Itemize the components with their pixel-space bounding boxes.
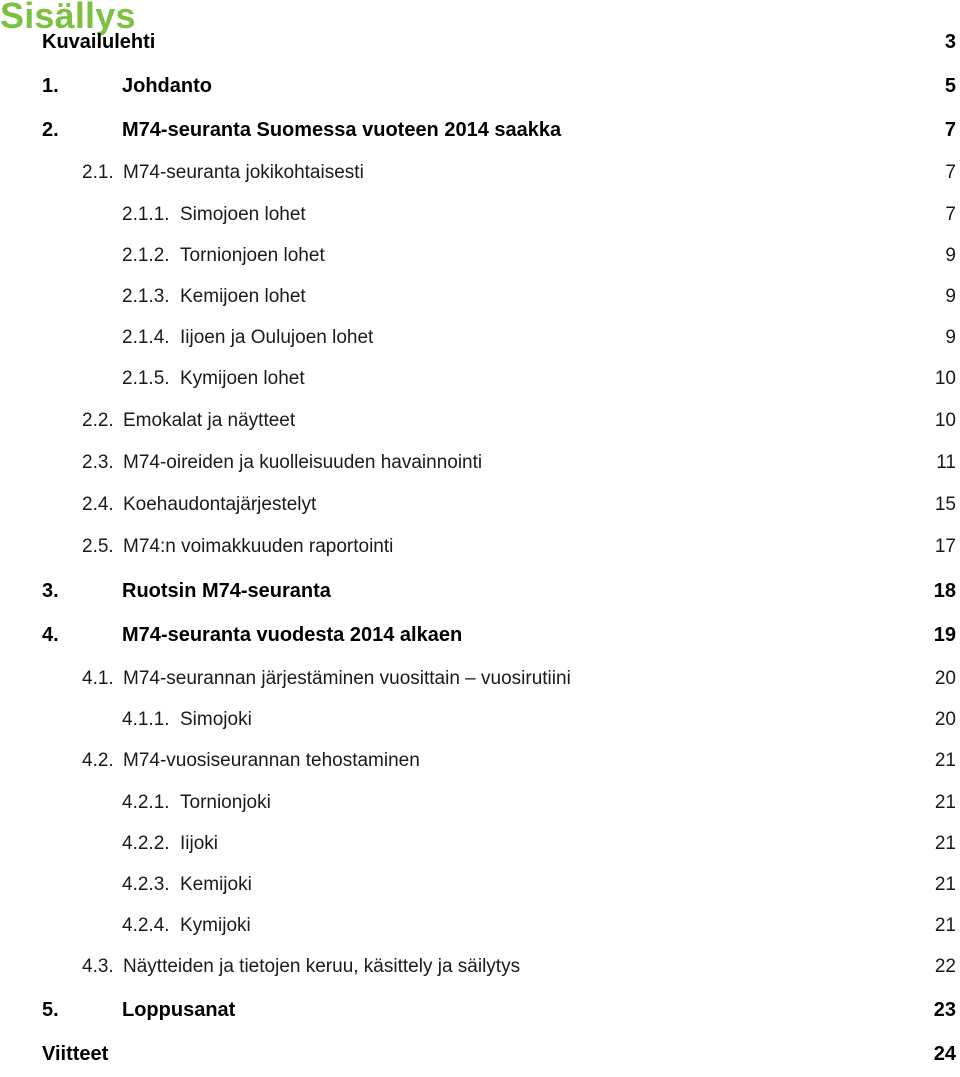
toc-entry[interactable] [0,912,960,940]
toc-entry-page-number: 9 [945,286,956,307]
toc-entry-title: Simojoki [180,709,252,730]
toc-entry-page-number: 21 [934,792,956,813]
toc-entry-title: M74-oireiden ja kuolleisuuden havainnointi [123,452,483,473]
toc-entry-title: Loppusanat [122,999,236,1021]
toc-entry[interactable] [0,1040,960,1068]
toc-entry-number: 2.1.5. [122,368,170,389]
toc-entry[interactable] [0,996,960,1024]
toc-entry-title: Iijoen ja Oulujoen lohet [180,327,374,348]
toc-entry-number: 4.2.2. [122,833,170,854]
toc-entry-number: 2.1.1. [122,204,170,225]
toc-entry[interactable] [0,72,960,100]
toc-entry-title: Tornionjoen lohet [180,245,325,266]
toc-entry[interactable] [0,621,960,649]
toc-entry-title: M74:n voimakkuuden raportointi [123,536,394,557]
toc-entry-page-number: 24 [933,1043,956,1065]
toc-entry-number: 2.1.3. [122,286,170,307]
toc-entry-title: M74-seuranta jokikohtaisesti [123,162,364,183]
toc-entry-number: 5. [42,999,59,1021]
toc-entry[interactable] [0,365,960,393]
toc-entry[interactable] [0,789,960,817]
toc-entry-page-number: 20 [934,668,956,689]
toc-entry[interactable] [0,491,960,519]
toc-entry-number: 2.5. [82,536,114,557]
toc-entry-page-number: 22 [934,956,956,977]
toc-entry[interactable] [0,159,960,187]
toc-entry-page-number: 19 [933,624,956,646]
toc-entry-title: M74-vuosiseurannan tehostaminen [123,750,420,771]
toc-entry-page-number: 11 [936,452,956,473]
toc-entry-title: M74-seurannan järjestäminen vuosittain – vuosirutiini [123,668,571,689]
toc-entry-page-number: 7 [944,119,956,141]
toc-entry[interactable] [0,116,960,144]
toc-entry-number: 2.3. [82,452,114,473]
toc-entry-number: 2.1. [82,162,114,183]
toc-entry-page-number: 17 [934,536,956,557]
toc-entry-title: M74-seuranta Suomessa vuoteen 2014 saakka [122,119,562,141]
toc-entry-title: Koehaudontajärjestelyt [123,494,317,515]
toc-entry-page-number: 21 [934,874,956,895]
toc-entry-title: Simojoen lohet [180,204,306,225]
toc-entry[interactable] [0,201,960,229]
toc-entry-title: Tornionjoki [180,792,271,813]
toc-entry-number: 2.1.4. [122,327,170,348]
toc-entry[interactable] [0,28,960,56]
toc-entry-number: 4.2.4. [122,915,170,936]
toc-entry-number: 1. [42,75,59,97]
toc-entry-page-number: 21 [934,750,956,771]
toc-entry-page-number: 10 [934,368,956,389]
toc-entry-number: 2. [42,119,59,141]
toc-entry[interactable] [0,830,960,858]
toc-entry[interactable] [0,706,960,734]
toc-entry-page-number: 9 [945,245,956,266]
toc-entry-title: Viitteet [42,1043,109,1065]
toc-entry-title: Kymijoki [180,915,251,936]
toc-entry-page-number: 3 [944,31,956,53]
toc-entry[interactable] [0,242,960,270]
toc-entry-number: 4.1. [82,668,114,689]
toc-entry-number: 4.2. [82,750,114,771]
toc-entry-page-number: 23 [933,999,956,1021]
toc-entry-page-number: 10 [934,410,956,431]
toc-entry-page-number: 9 [945,327,956,348]
toc-entry-page-number: 7 [945,204,956,225]
toc-entry-number: 3. [42,580,59,602]
toc-entry[interactable] [0,747,960,775]
toc-entry[interactable] [0,283,960,311]
toc-entry[interactable] [0,665,960,693]
toc-entry-number: 2.1.2. [122,245,170,266]
toc-entry[interactable] [0,449,960,477]
toc-entry-number: 4.3. [82,956,114,977]
toc-entry-title: Johdanto [122,75,212,97]
toc-entry[interactable] [0,533,960,561]
toc-entry-number: 4.2.3. [122,874,170,895]
toc-entry-number: 2.4. [82,494,114,515]
toc-entry-title: Iijoki [180,833,219,854]
toc-entry[interactable] [0,577,960,605]
toc-entry-page-number: 21 [934,915,956,936]
toc-entry-number: 2.2. [82,410,114,431]
toc-entry-page-number: 7 [945,162,956,183]
toc-entry-page-number: 18 [933,580,956,602]
toc-entry-title: Kuvailulehti [42,31,156,53]
toc-entry-title: Kemijoen lohet [180,286,306,307]
toc-entry-page-number: 15 [934,494,956,515]
toc-entry-title: Kymijoen lohet [180,368,305,389]
toc-entry-title: M74-seuranta vuodesta 2014 alkaen [122,624,463,646]
toc-entry[interactable] [0,871,960,899]
toc-entry-page-number: 20 [934,709,956,730]
toc-entry[interactable] [0,324,960,352]
toc-entry[interactable] [0,953,960,981]
toc-entry-title: Ruotsin M74-seuranta [122,580,331,602]
toc-entry[interactable] [0,407,960,435]
toc-entry-number: 4.2.1. [122,792,170,813]
toc-entry-number: 4.1.1. [122,709,170,730]
toc-entry-title: Emokalat ja näytteet [123,410,296,431]
toc-entry-title: Näytteiden ja tietojen keruu, käsittely ja säilytys [123,956,521,977]
toc-entry-title: Kemijoki [180,874,252,895]
toc-entry-number: 4. [42,624,59,646]
toc-entry-page-number: 21 [934,833,956,854]
toc-entry-page-number: 5 [944,75,956,97]
toc-title: Sisällys [0,0,136,36]
